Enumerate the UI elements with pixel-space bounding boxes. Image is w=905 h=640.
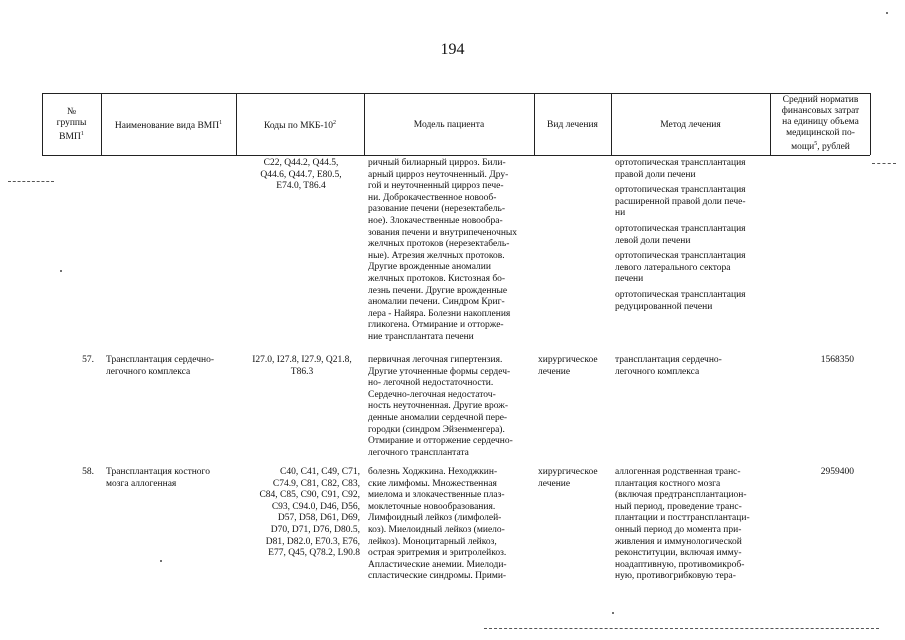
treatment-method-entry: ортотопическая трансплантация правой доли печени bbox=[615, 158, 746, 180]
scan-speck bbox=[160, 560, 162, 562]
table-row-continuation-methods bbox=[615, 158, 770, 317]
header-treatment-type: Вид лечения bbox=[547, 119, 598, 130]
header-average-cost: Средний норматив финансовых затрат на единицу объема медицинской по- мощи$^5$, рублей bbox=[781, 94, 860, 153]
icd-codes: I27.0, I27.8, I27.9, Q21.8, T86.3 bbox=[252, 355, 352, 377]
average-cost: 1568350 bbox=[820, 355, 854, 365]
patient-model: болезнь Ходжкина. Неходжкин- ские лимфомы. Множественная миелома и злокачественные плаз- моклеточные новообразования. Лимфоидный лейкоз (лимфолей- коз). Миелоидный лейкоз (миело- лейкоз). Моноцитарный лейкоз, острая эритремия и эритролейкоз. Апластические анемии. Миелоди- спластические синдромы. Прими- bbox=[368, 467, 507, 582]
scan-artifact-dash bbox=[8, 181, 54, 182]
treatment-type: хирургическое лечение bbox=[538, 355, 598, 377]
icd-codes: C40, C41, C49, C71, C74.9, C81, C82, C83, C84, C85, C90, C91, C92, C93, C94.0, D46, D56, D57, D58, D61, D69, D70, D71, D76, D80.5, D81, D82.0, E70.3, E76, E77, Q45, Q78.2, L90.8 bbox=[259, 467, 360, 559]
column-divider bbox=[870, 93, 871, 155]
scan-artifact-dash bbox=[484, 628, 879, 629]
vmp-name: Трансплантация сердечно- легочного комплекса bbox=[106, 355, 214, 377]
header-group-number: № группы ВМП$^1$ bbox=[56, 106, 87, 143]
average-cost: 2959400 bbox=[820, 467, 854, 477]
treatment-method-entry: ортотопическая трансплантация левого латерального сектора печени bbox=[615, 251, 746, 285]
scan-speck bbox=[612, 612, 614, 614]
treatment-method-entry: ортотопическая трансплантация левой доли печени bbox=[615, 223, 746, 246]
scan-speck bbox=[60, 270, 62, 272]
vmp-name: Трансплантация костного мозга аллогенная bbox=[106, 467, 210, 489]
table-row-continuation-model: ричный билиарный цирроз. Били- арный цирроз неуточненный. Дру- гой и неуточненный цирроз пече- ни. Доброкачественное новооб- разование печени (нерезектабель- ное). Злокачественные новообра- зования печени и внутрипеченочных желчных протоков (нерезектабель- ные). Атрезия желчных протоков. Другие врожденные аномалии желчных протоков. Кистозная бо- лезнь печени. Другие врожденные аномалии печени. Синдром Криг- лера - Найяра. Болезни накопления гликогена. Отмирание и отторже- ние трансплантата печени bbox=[368, 158, 518, 342]
header-treatment-method: Метод лечения bbox=[660, 119, 721, 130]
treatment-method-entry: ортотопическая трансплантация редуцированной печени bbox=[615, 289, 746, 312]
scan-artifact-dash bbox=[872, 163, 896, 164]
treatment-method: трансплантация сердечно- легочного комплекса bbox=[615, 355, 722, 377]
table-top-rule bbox=[42, 93, 870, 94]
row-number: 57. bbox=[82, 355, 94, 365]
treatment-type: хирургическое лечение bbox=[538, 467, 598, 489]
header-icd-codes: Коды по МКБ-$10^2$ bbox=[263, 119, 337, 132]
scan-speck bbox=[886, 12, 888, 14]
treatment-method-entry: ортотопическая трансплантация расширенной правой доли пече- ни bbox=[615, 185, 746, 219]
page-number: 194 bbox=[440, 41, 465, 58]
table-row-continuation-codes: C22, Q44.2, Q44.5, Q44.6, Q44.7, E80.5, E74.0, T86.4 bbox=[260, 158, 342, 192]
row-number: 58. bbox=[82, 467, 94, 477]
treatment-method: аллогенная родственная транс- плантация костного мозга (включая предтрансплантацион- ный период, проведение транс- плантации и посттрансплантаци- онный период до момента при- живления и иммунологической реконституции, включая имму- ноадаптивную, противомикроб- ную, противогрибковую тера- bbox=[615, 467, 750, 582]
header-vmp-name: Наименование вида ВМП$^1$ bbox=[114, 119, 223, 132]
header-patient-model: Модель пациента bbox=[413, 119, 485, 130]
patient-model: первичная легочная гипертензия. Другие уточненные формы сердеч- но- легочной недостаточности. Сердечно-легочная недостаточ- ность неуточненная. Другие врож- денные аномалии сердечной пере- городки (синдром Эйзенменгера). Отмирание и отторжение сердечно- легочного трансплантата bbox=[368, 355, 513, 458]
header-bottom-rule bbox=[42, 155, 870, 156]
